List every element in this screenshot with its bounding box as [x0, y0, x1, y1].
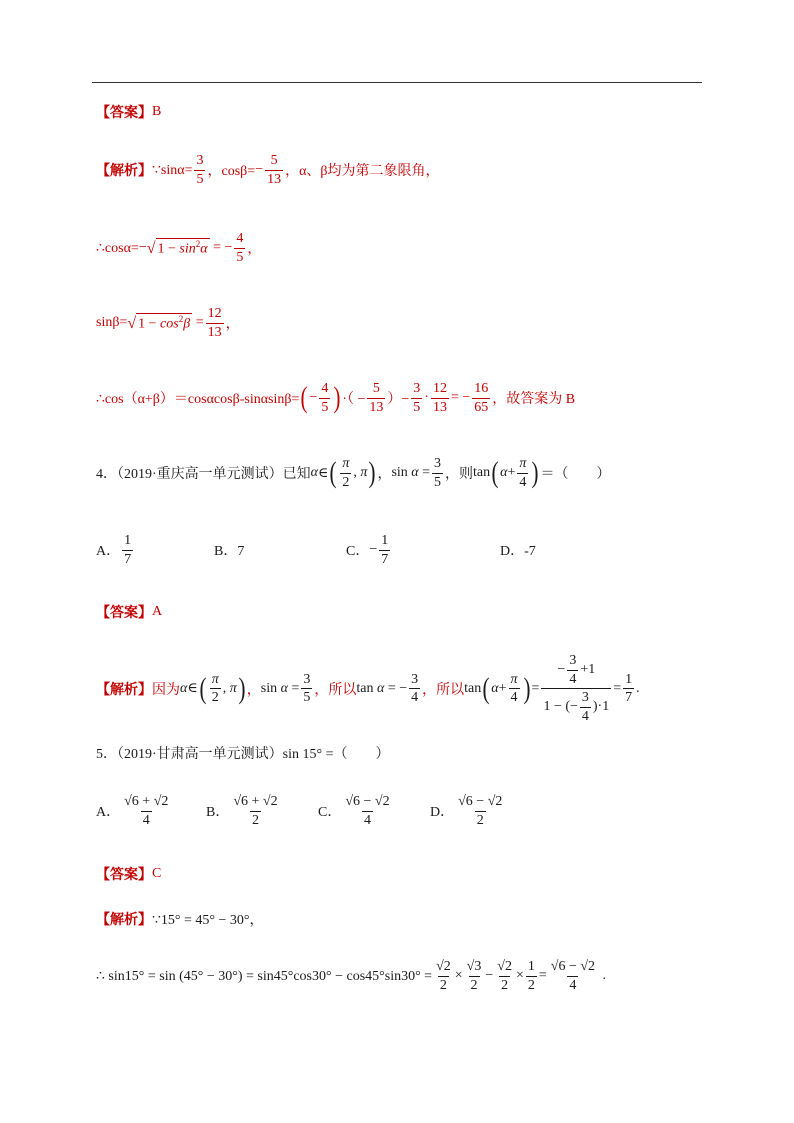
answer-label: 【答案】 [96, 606, 152, 621]
q3-answer [96, 102, 161, 122]
compound-fraction: − $\frac{3}{4}$ +1 1 − (− $\frac{3}{4}$ )·1 [543, 653, 610, 724]
analysis-label: 【解析】 [96, 682, 152, 698]
text-segment: ，故答案为 B [492, 392, 576, 407]
q3-analysis-line2: ∴cosα= − √ $1 - \sin^2\alpha$ = − $\frac{4}{5}$ ， [96, 231, 262, 265]
q5-option-c [318, 793, 394, 829]
fraction: $\frac{1}{7}$ [625, 671, 633, 705]
answer-value: C [152, 866, 162, 881]
fraction: $\frac{1}{2}$ [527, 959, 535, 993]
text-segment: ， [377, 467, 392, 482]
q5-analysis-line2: ∴ sin15° = sin (45° − 30°) = sin45°cos30° − cos45°sin30° = $\frac{√2}{2}$ × $\frac{√3}{2}$ − $\frac{√2}{2}$ × $\frac{1}{2}$ = $\frac{√6 - √2}{4}$ . [96, 959, 607, 993]
analysis-label: 【解析】 [96, 913, 152, 928]
text-segment: ∴cosα= [96, 240, 139, 256]
option-label: C． [318, 805, 342, 820]
fraction: $\frac{\pi}{4}$ [519, 456, 527, 490]
q4-stem: 4．（2019·重庆高一单元测试）已知 α ∈ ( $\frac{\pi}{2}$ , π ) ， sin α = $\frac{3}{5}$ ，则 tan ( α + $\frac{\pi}{4}$ ) ＝（ ） [96, 456, 611, 490]
text-segment: ＝（ ） [540, 467, 611, 482]
fraction: $\frac{16}{65}$ [474, 381, 489, 415]
q5-option-b [206, 793, 282, 829]
text-segment: 4．（2019·重庆高一单元测试）已知 [96, 467, 311, 482]
option-label: D．-7 [500, 544, 536, 559]
fraction: $\frac{5}{13}$ [369, 381, 384, 415]
answer-value: A [152, 604, 163, 619]
fraction: $\frac{√2}{2}$ [497, 959, 512, 993]
text-segment: 5．（2019·甘肃高一单元测试） [96, 747, 283, 762]
q4-option-b [214, 540, 244, 560]
option-label: B． [206, 805, 230, 820]
answer-value: B [152, 104, 162, 119]
option-label: B．7 [214, 544, 245, 559]
q4-option-d [500, 540, 536, 560]
option-label: A． [96, 544, 121, 559]
text-segment: ∵sinα= [152, 162, 193, 178]
q5-stem [96, 743, 390, 763]
text-segment: ， [246, 682, 261, 698]
fraction: $\frac{1}{7}$ [381, 533, 389, 567]
math-expression: sin 15° =（ ） [282, 747, 390, 762]
header-rule [92, 82, 702, 83]
text-segment: ，则 [445, 467, 474, 482]
fraction: $\frac{√3}{2}$ [466, 959, 482, 993]
fraction: $\frac{3}{5}$ [434, 456, 442, 490]
fraction: $\frac{√6 - √2}{2}$ [458, 794, 503, 828]
fraction: $\frac{√6 + √2}{4}$ [124, 794, 169, 828]
fraction: $\frac{√6 - √2}{4}$ [345, 794, 390, 828]
math-expression: ∴ sin15° = sin (45° − 30°) = sin45°cos30° − cos45°sin30° = [96, 968, 433, 984]
text-segment: ∴cos（α+β）＝cosαcosβ-sinαsinβ= [96, 392, 300, 407]
fraction: $\frac{4}{5}$ [321, 381, 329, 415]
q5-analysis-line1 [96, 909, 264, 929]
fraction: $\frac{\pi}{4}$ [510, 671, 518, 705]
option-label: A． [96, 805, 121, 820]
fraction: $\frac{3}{5}$ [196, 153, 204, 187]
q4-option-a [96, 532, 135, 568]
text-segment: ，cosβ= [207, 164, 256, 179]
text-segment: sinβ= [96, 315, 128, 330]
text-segment: ，所以 [314, 682, 357, 698]
text-segment: 因为 [152, 682, 180, 698]
option-label: C． [346, 544, 370, 559]
sqrt-expression: √ $1 - \cos^2\beta$ [127, 314, 191, 332]
fraction: $\frac{√6 + √2}{2}$ [233, 794, 278, 828]
fraction: $\frac{3}{5}$ [413, 381, 421, 415]
fraction: $\frac{3}{5}$ [303, 671, 311, 705]
fraction: $\frac{1}{7}$ [124, 533, 132, 567]
q4-analysis: 【解析】 因为 α ∈ ( $\frac{\pi}{2}$ , π ) ， sin α = $\frac{3}{5}$ ，所以 tan α = − $\frac{3}{4}$ ，所以 tan ( α + $\frac{\pi}{4}$ ) = − $\frac{3}{4}$ +1 1 − (− $\frac{3}{4}$ )·1 = $\frac{1}{7}$ . [96, 653, 640, 724]
sqrt-expression: √ $1 - \sin^2\alpha$ [146, 239, 208, 257]
q4-option-c: C． − $\frac{1}{7}$ [346, 533, 389, 567]
math-expression: ∵15° = 45° − 30°， [152, 913, 264, 928]
q5-option-d [430, 793, 506, 829]
q3-analysis-line3: sinβ= √ $1 - \cos^2\beta$ = $\frac{12}{13}$ ， [96, 306, 240, 340]
q5-option-a [96, 793, 172, 829]
fraction: $\frac{12}{13}$ [432, 381, 447, 415]
fraction: $\frac{√6 - √2}{4}$ [550, 959, 596, 993]
fraction: $\frac{\pi}{2}$ [342, 456, 350, 490]
q5-answer [96, 864, 161, 884]
fraction: $\frac{12}{13}$ [207, 306, 222, 340]
answer-label: 【答案】 [96, 106, 152, 121]
answer-label: 【答案】 [96, 868, 152, 883]
fraction: $\frac{3}{4}$ [411, 671, 419, 705]
q3-analysis-line1: 【解析】 ∵sinα= $\frac{3}{5}$ ，cosβ= − $\frac{5}{13}$ ，α、β均为第二象限角， [96, 153, 440, 187]
fraction: $\frac{4}{5}$ [236, 231, 244, 265]
fraction: $\frac{\pi}{2}$ [211, 671, 219, 705]
q4-answer [96, 602, 162, 622]
option-label: D． [430, 805, 455, 820]
text-segment: ，所以 [422, 682, 465, 698]
text-segment: ，α、β均为第二象限角， [285, 164, 440, 179]
fraction: $\frac{5}{13}$ [267, 153, 282, 187]
q3-analysis-line4: ∴cos（α+β）＝cosαcosβ-sinαsinβ= ( − $\frac{4}{5}$ ) ·（ − $\frac{5}{13}$ ）− $\frac{3}{5}$ · $\frac{12}{13}$ = − $\frac{16}{65}$ ，故答案为 B [96, 381, 576, 415]
analysis-label: 【解析】 [96, 164, 152, 179]
fraction: $\frac{√2}{2}$ [436, 959, 451, 993]
